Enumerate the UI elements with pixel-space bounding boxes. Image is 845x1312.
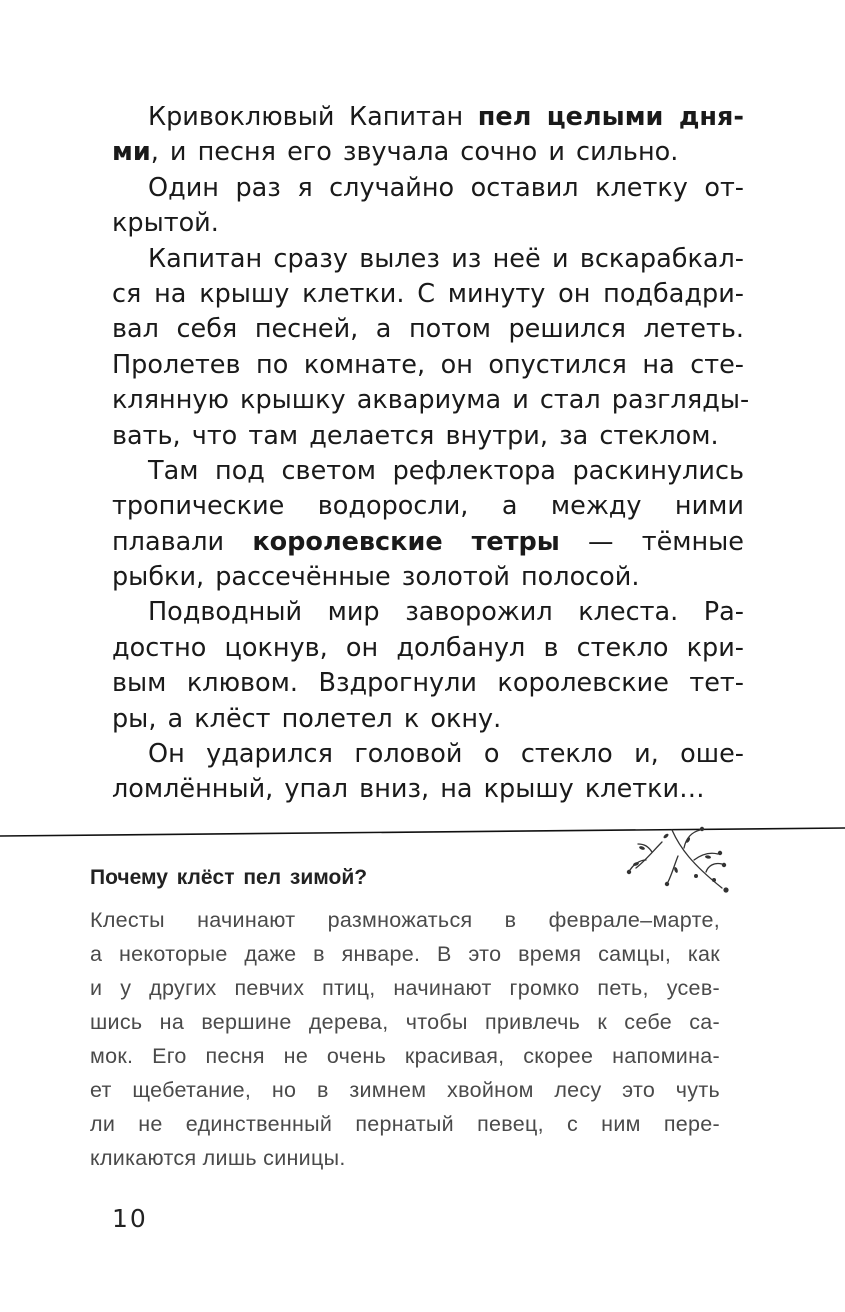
text-run: — тёмные	[559, 526, 744, 557]
story-line	[112, 595, 744, 630]
story-line	[112, 454, 744, 489]
info-box-text	[90, 903, 720, 1175]
story-text	[112, 100, 750, 808]
story-line	[112, 348, 744, 383]
story-line	[112, 206, 744, 241]
story-line	[112, 383, 750, 418]
info-box-heading: Почему клёст пел зимой?	[90, 866, 368, 889]
info-box-line: и у других певчих птиц, начинают громко петь, усев-	[90, 976, 720, 1000]
text-run: Кривоклювый Капитан	[148, 102, 478, 132]
story-line	[112, 525, 744, 560]
text-run: Подводный мир заворожил клеста. Ра-	[148, 597, 744, 628]
info-box-line: кликаются лишь синицы.	[90, 1146, 346, 1170]
branch-sprig-icon	[622, 826, 734, 896]
info-box-line: мок. Его песня не очень красивая, скорее напомина-	[90, 1044, 720, 1068]
story-line	[112, 489, 744, 524]
page-number: 10	[112, 1204, 148, 1233]
text-run: ры, а клёст полетел к окну.	[112, 703, 502, 734]
info-box-line: а некоторые даже в январе. В это время самцы, как	[90, 942, 720, 966]
text-run: плавали	[112, 526, 253, 557]
text-run: крытой.	[112, 208, 219, 239]
text-run: тропические водоросли, а между ними	[112, 491, 744, 522]
story-line	[112, 171, 744, 206]
text-run: вал себя песней, а потом решился лететь.	[112, 314, 744, 345]
story-line	[112, 737, 744, 772]
text-run: Там под светом рефлектора раскинулись	[148, 455, 744, 486]
text-run: Один раз я случайно оставил клетку от-	[148, 172, 744, 203]
text-run: достно цокнув, он долбанул в стекло кри-	[112, 632, 744, 663]
text-run: вым клювом. Вздрогнули королевские тет-	[112, 668, 744, 699]
text-run: , и песня его звучала сочно и сильно.	[150, 137, 679, 168]
text-run: Он ударился головой о стекло и, оше-	[148, 739, 744, 770]
story-line	[112, 631, 744, 666]
story-line	[112, 772, 744, 807]
text-run: вать, что там делается внутри, за стеклом.	[112, 420, 719, 451]
story-line	[112, 242, 744, 277]
info-box-line: ли не единственный пернатый певец, с ним пере-	[90, 1112, 720, 1136]
text-run: Капитан сразу вылез из неё и вскарабкал-	[148, 243, 744, 274]
story-line	[112, 419, 744, 454]
story-line	[112, 666, 744, 701]
story-line	[112, 560, 744, 595]
bold-phrase: пел целыми дня-	[477, 102, 744, 132]
story-line	[112, 135, 744, 170]
story-line	[112, 702, 744, 737]
info-box-line: Клесты начинают размножаться в феврале–марте,	[90, 908, 720, 932]
text-run: клянную крышку аквариума и стал разгляды-	[112, 385, 750, 416]
text-run: ся на крышу клетки. С минуту он подбадри-	[112, 278, 744, 309]
info-box-line: ет щебетание, но в зимнем хвойном лесу это чуть	[90, 1078, 720, 1102]
bold-phrase: королевские тетры	[252, 526, 560, 557]
text-run: Пролетев по комнате, он опустился на сте-	[112, 349, 744, 380]
story-line	[112, 277, 744, 312]
text-run: ломлённый, упал вниз, на крышу клетки…	[112, 774, 705, 805]
info-box-line: шись на вершине дерева, чтобы привлечь к себе са-	[90, 1010, 720, 1034]
bold-phrase: ми	[112, 137, 151, 168]
story-line	[112, 312, 744, 347]
story-line	[112, 100, 744, 135]
text-run: рыбки, рассечённые золотой полосой.	[112, 562, 640, 593]
